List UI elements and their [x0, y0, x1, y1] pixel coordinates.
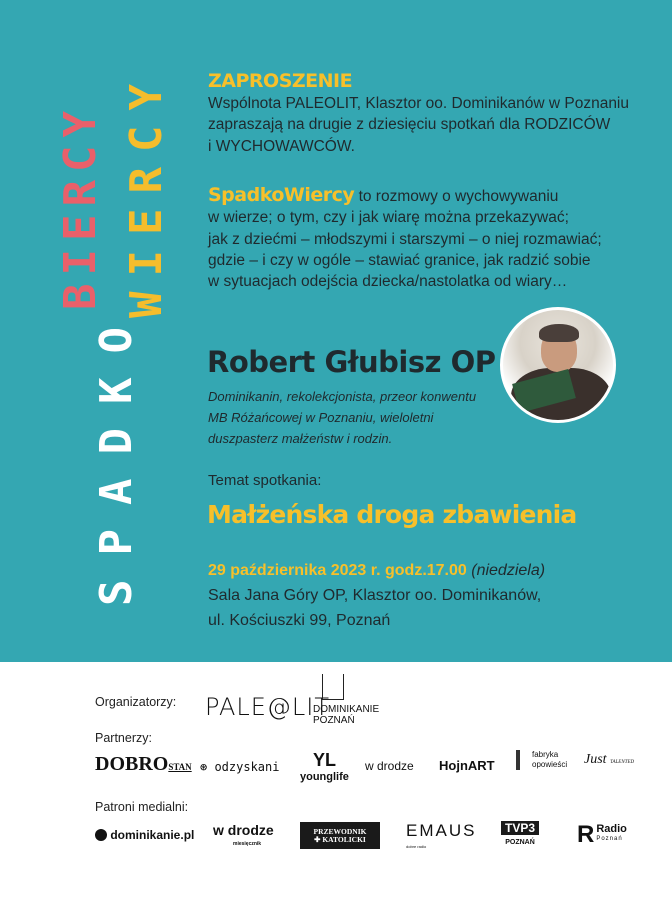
partners-label: Partnerzy: — [95, 731, 152, 745]
event-day: (niedziela) — [471, 562, 546, 579]
event-date: 29 października 2023 r. godz.17.00 — [208, 562, 467, 579]
text-line: gdzie – i czy w ogóle – stawiać granice, jak radzić sobie — [208, 251, 591, 269]
przewodnik-katolicki-logo: PRZEWODNIK ✚ KATOLICKI — [300, 822, 380, 849]
media-label: Patroni medialni: — [95, 800, 189, 814]
wdrodze-miesiecznik-logo: w drodze miesięcznik — [213, 822, 274, 847]
younglife-logo: YL younglife — [300, 750, 349, 783]
vertical-title-wiercy: WIERCY — [121, 69, 172, 318]
text-line: jak z dziećmi – młodszymi i starszymi – o niej rozmawiać; — [208, 230, 602, 248]
brand-name: SpadkoWiercy — [208, 184, 355, 206]
wdrodze-logo: w drodze — [365, 759, 414, 773]
about-text — [208, 185, 602, 292]
dominikanie-church-icon — [322, 674, 344, 700]
text-line: Wspólnota PALEOLIT, Klasztor oo. Dominikanów w Poznaniu — [208, 95, 629, 112]
invitation-text — [208, 93, 629, 157]
text-line: duszpasterz małżeństw i rodzin. — [208, 431, 393, 446]
speaker-name: Robert Głubisz OP — [207, 345, 496, 379]
dominikanie-logo: DOMINIKANIE POZNAŃ — [313, 704, 380, 726]
dobrostan-logo: DOBROSTAN — [95, 753, 192, 775]
text-line: w wierze; o tym, czy i jak wiarę można przekazywać; — [208, 209, 569, 227]
paleolit-logo: PALE@LIT — [205, 693, 330, 721]
dominikanie-pl-logo: dominikanie.pl — [95, 828, 194, 842]
radio-poznan-logo: R Radio Poznań — [577, 821, 627, 848]
just-talented-logo: Just TALENTED — [584, 752, 635, 767]
vertical-title-biercy: BIERCY — [55, 103, 106, 310]
emaus-logo: EMAUS dobre radio — [406, 821, 477, 849]
text-line: MB Różańcowej w Poznaniu, wieloletni — [208, 410, 434, 425]
text-line: to rozmowy o wychowywaniu — [354, 188, 559, 205]
text-line: zapraszają na drugie z dziesięciu spotkań dla RODZICÓW — [208, 116, 611, 134]
text-line: Dominikanin, rekolekcjonista, przeor konwentu — [208, 389, 477, 404]
topic-title: Małżeńska droga zbawienia — [207, 500, 577, 529]
vertical-title-spadko: SPADKO — [91, 303, 142, 606]
topic-label: Temat spotkania: — [208, 472, 322, 489]
text-line: i WYCHOWAWCÓW. — [208, 137, 355, 155]
fabryka-opowiesci-logo: fabryka opowieści — [516, 750, 567, 770]
hojnart-logo: HojnART — [439, 758, 495, 773]
organizers-label: Organizatorzy: — [95, 695, 177, 709]
event-address: ul. Kościuszki 99, Poznań — [208, 612, 391, 629]
invitation-heading: ZAPROSZENIE — [208, 70, 353, 92]
odzyskani-logo: ⊛ odzyskani — [200, 760, 280, 774]
event-details — [208, 558, 545, 633]
event-place: Sala Jana Góry OP, Klasztor oo. Dominikanów, — [208, 587, 542, 604]
text-line: w sytuacjach odejścia dziecka/nastolatka od wiary… — [208, 273, 568, 291]
speaker-bio — [208, 386, 476, 449]
speaker-photo — [500, 307, 616, 423]
tvp3-logo: TVP3 POZNAŃ — [501, 821, 539, 846]
